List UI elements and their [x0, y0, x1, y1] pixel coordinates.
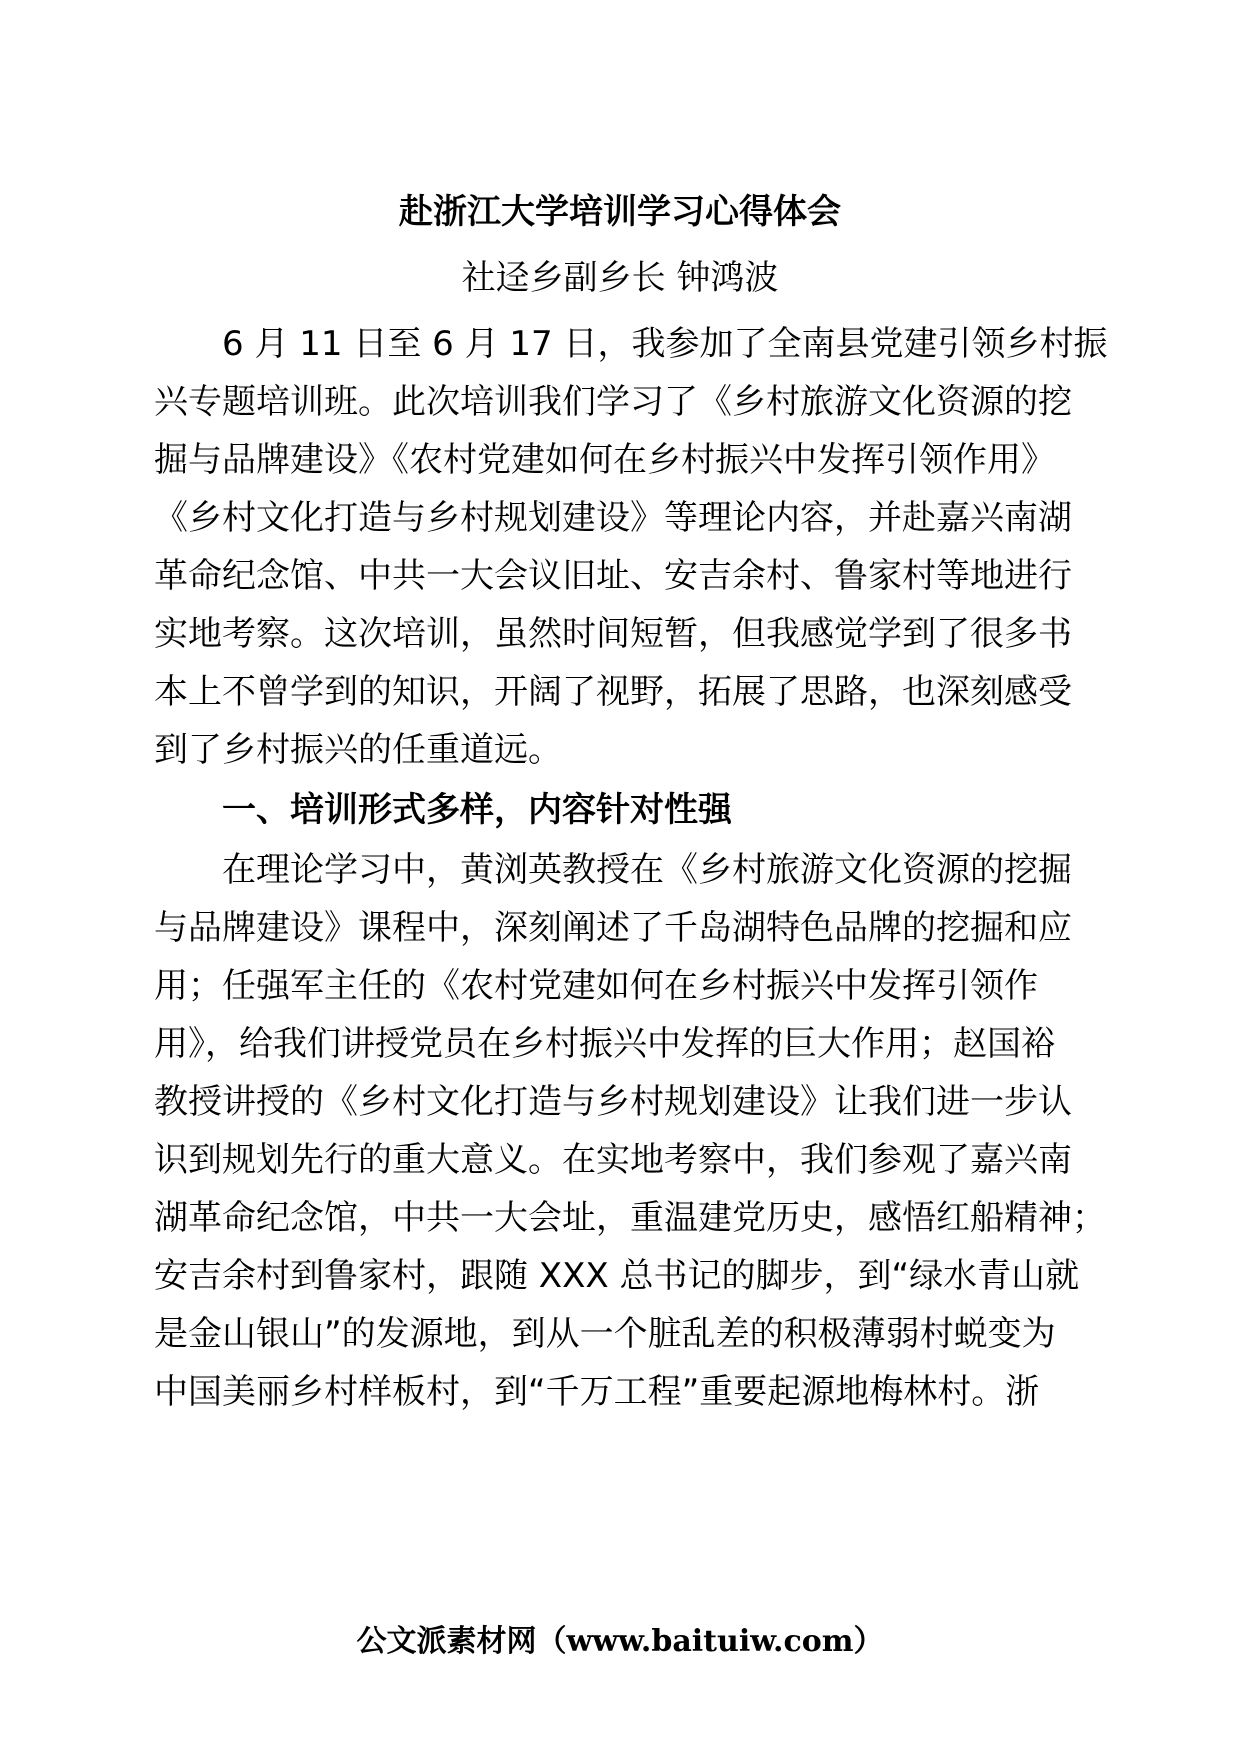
body-line: 到了乡村振兴的任重道远。 [154, 730, 562, 770]
footer-watermark-text: 公文派素材网（www.baituiw.com） [356, 1624, 884, 1659]
body-line: 教授讲授的《乡村文化打造与乡村规划建设》让我们进一步认 [154, 1082, 1072, 1122]
body-line: 是金山银山”的发源地，到从一个脏乱差的积极薄弱村蜕变为 [154, 1314, 1056, 1354]
document-title: 赴浙江大学培训学习心得体会 [399, 192, 841, 232]
body-line: 用；任强军主任的《农村党建如何在乡村振兴中发挥引领作 [154, 966, 1038, 1006]
document-author: 社迳乡副乡长 钟鸿波 [461, 258, 779, 298]
body-line: 兴专题培训班。此次培训我们学习了《乡村旅游文化资源的挖 [154, 382, 1072, 422]
body-line: 掘与品牌建设》《农村党建如何在乡村振兴中发挥引领作用》 [154, 440, 1055, 480]
body-line: 6 月 11 日至 6 月 17 日，我参加了全南县党建引领乡村振 [154, 324, 1108, 364]
body-line: 与品牌建设》课程中，深刻阐述了千岛湖特色品牌的挖掘和应 [154, 908, 1072, 948]
body-line: 安吉余村到鲁家村，跟随 XXX 总书记的脚步，到“绿水青山就 [154, 1256, 1080, 1296]
body-line: 在理论学习中，黄浏英教授在《乡村旅游文化资源的挖掘 [154, 850, 1072, 890]
body-line: 中国美丽乡村样板村，到“千万工程”重要起源地梅林村。浙 [154, 1372, 1040, 1412]
body-line: 本上不曾学到的知识，开阔了视野，拓展了思路，也深刻感受 [154, 672, 1072, 712]
body-line: 革命纪念馆、中共一大会议旧址、安吉余村、鲁家村等地进行 [154, 556, 1072, 596]
body-line: 用》，给我们讲授党员在乡村振兴中发挥的巨大作用；赵国裕 [154, 1024, 1055, 1064]
body-line: 实地考察。这次培训，虽然时间短暂，但我感觉学到了很多书 [154, 614, 1072, 654]
body-line: 《乡村文化打造与乡村规划建设》等理论内容，并赴嘉兴南湖 [154, 498, 1072, 538]
body-line: 湖革命纪念馆，中共一大会址，重温建党历史，感悟红船精神； [154, 1198, 1106, 1238]
body-line: 识到规划先行的重大意义。在实地考察中，我们参观了嘉兴南 [154, 1140, 1072, 1180]
section-heading: 一、培训形式多样，内容针对性强 [154, 790, 732, 830]
